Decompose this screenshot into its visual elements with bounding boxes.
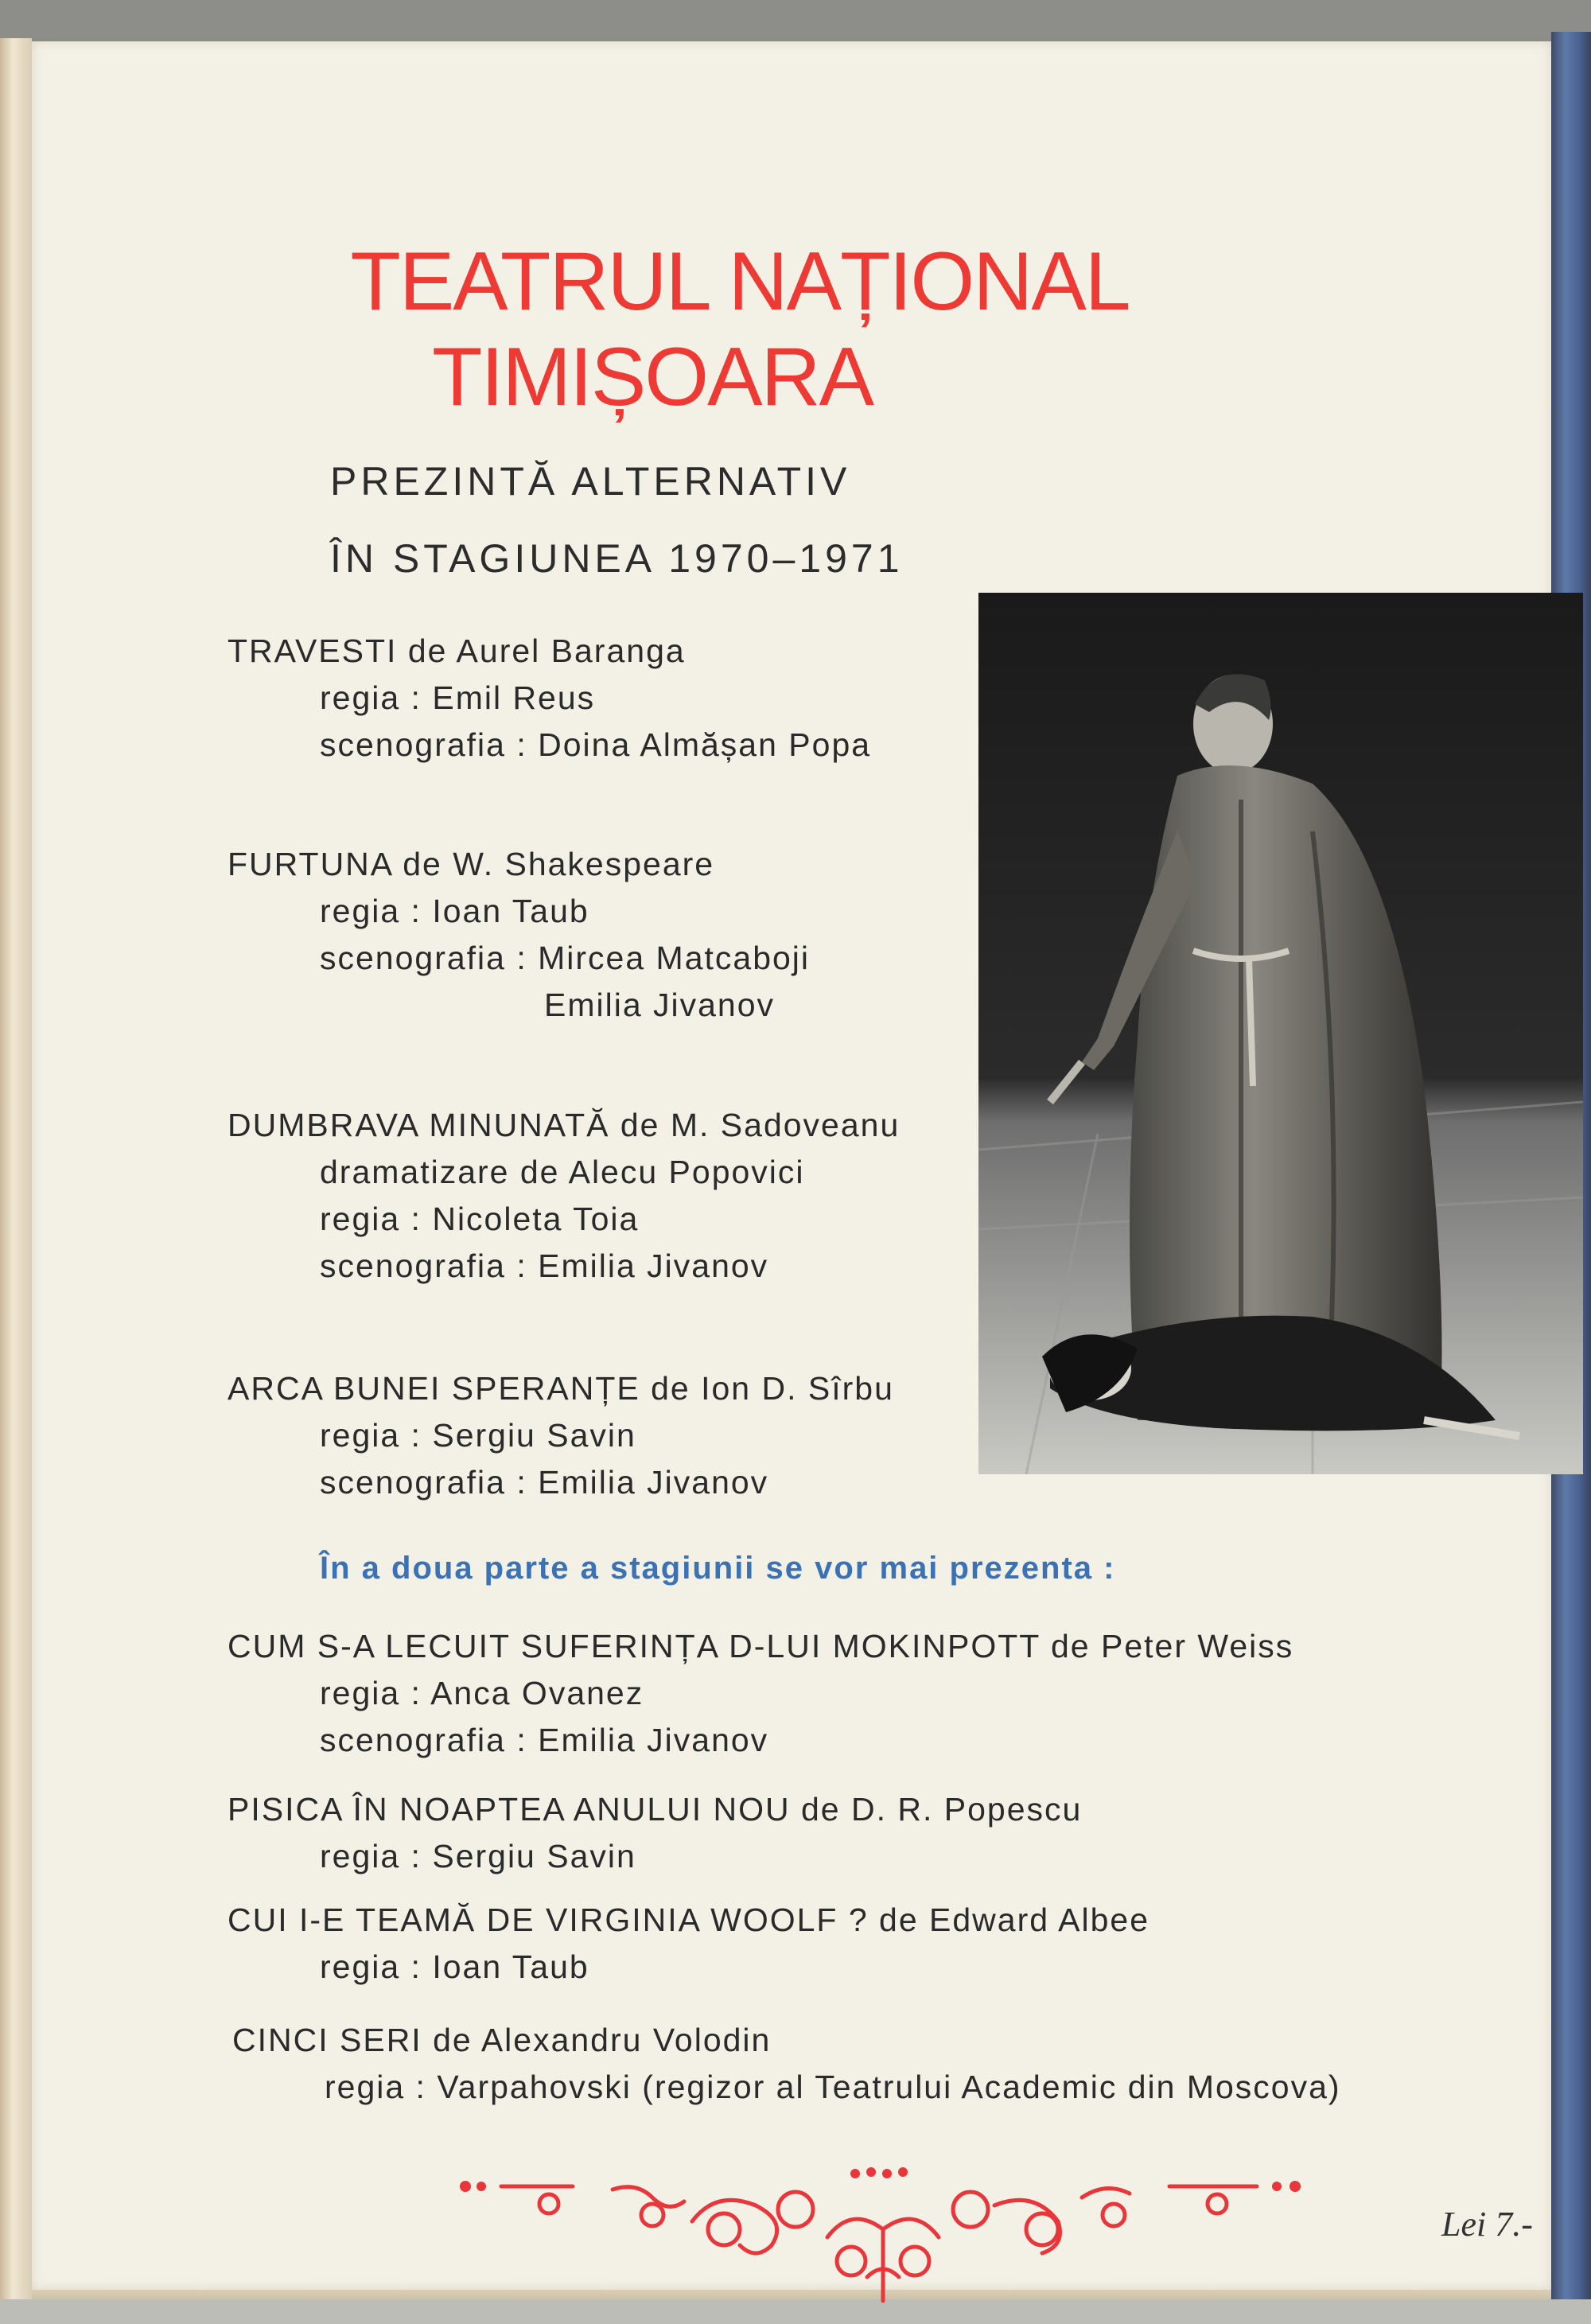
play-director: regia : Emil Reus: [320, 679, 596, 716]
play-adaptation: dramatizare de Alecu Popovici: [320, 1154, 805, 1190]
play-set-design: scenografia : Doina Almășan Popa: [320, 726, 872, 763]
poster-page: [32, 41, 1551, 2290]
play-director: regia : Anca Ovanez: [320, 1675, 644, 1711]
play-title: ARCA BUNEI SPERANȚE de Ion D. Sîrbu: [228, 1370, 894, 1407]
play-title: CUM S-A LECUIT SUFERINȚA D-LUI MOKINPOTT de Peter Weiss: [228, 1628, 1294, 1664]
play-title: CINCI SERI de Alexandru Volodin: [232, 2022, 772, 2058]
play-director: regia : Nicoleta Toia: [320, 1201, 640, 1237]
play-director: regia : Ioan Taub: [320, 1948, 589, 1985]
play-set-design: scenografia : Mircea Matcaboji: [320, 940, 811, 976]
later-play-entry: [228, 1623, 1293, 1764]
scan-top-band: [0, 0, 1591, 38]
theatre-title: TEATRUL NAȚIONAL: [350, 236, 1130, 328]
play-title: FURTUNA de W. Shakespeare: [228, 846, 715, 882]
play-entry: [228, 1102, 900, 1290]
subtitle-season: ÎN STAGIUNEA 1970–1971: [330, 536, 904, 581]
subtitle-presents: PREZINTĂ ALTERNATIV: [330, 459, 851, 504]
play-set-design: scenografia : Emilia Jivanov: [320, 1248, 769, 1284]
play-director: regia : Ioan Taub: [320, 893, 589, 929]
play-set-design: scenografia : Emilia Jivanov: [320, 1722, 769, 1758]
later-play-entry: [232, 2017, 1341, 2111]
city-title: TIMIȘOARA: [431, 331, 873, 423]
play-entry: [228, 628, 871, 769]
price-label: Lei 7.-: [1441, 2205, 1533, 2244]
play-title: DUMBRAVA MINUNATĂ de M. Sadoveanu: [228, 1107, 901, 1143]
later-play-entry: [228, 1786, 1082, 1880]
ornament-flourish-icon: [453, 2158, 1313, 2317]
theatre-scene-photo: [978, 593, 1583, 1474]
second-part-notice: În a doua parte a stagiunii se vor mai prezenta :: [320, 1551, 1116, 1586]
play-title: CUI I-E TEAMĂ DE VIRGINIA WOOLF ? de Edward Albee: [228, 1902, 1150, 1938]
play-set-design-second: Emilia Jivanov: [544, 987, 776, 1023]
play-title: PISICA ÎN NOAPTEA ANULUI NOU de D. R. Popescu: [228, 1791, 1083, 1828]
play-director: regia : Sergiu Savin: [320, 1417, 636, 1454]
play-entry: [228, 1365, 894, 1506]
play-set-design: scenografia : Emilia Jivanov: [320, 1464, 769, 1501]
play-title: TRAVESTI de Aurel Baranga: [228, 633, 686, 669]
play-director: regia : Varpahovski (regizor al Teatrului Academic din Moscova): [325, 2069, 1341, 2105]
later-play-entry: [228, 1897, 1149, 1991]
play-entry: [228, 841, 810, 1029]
play-director: regia : Sergiu Savin: [320, 1838, 636, 1874]
